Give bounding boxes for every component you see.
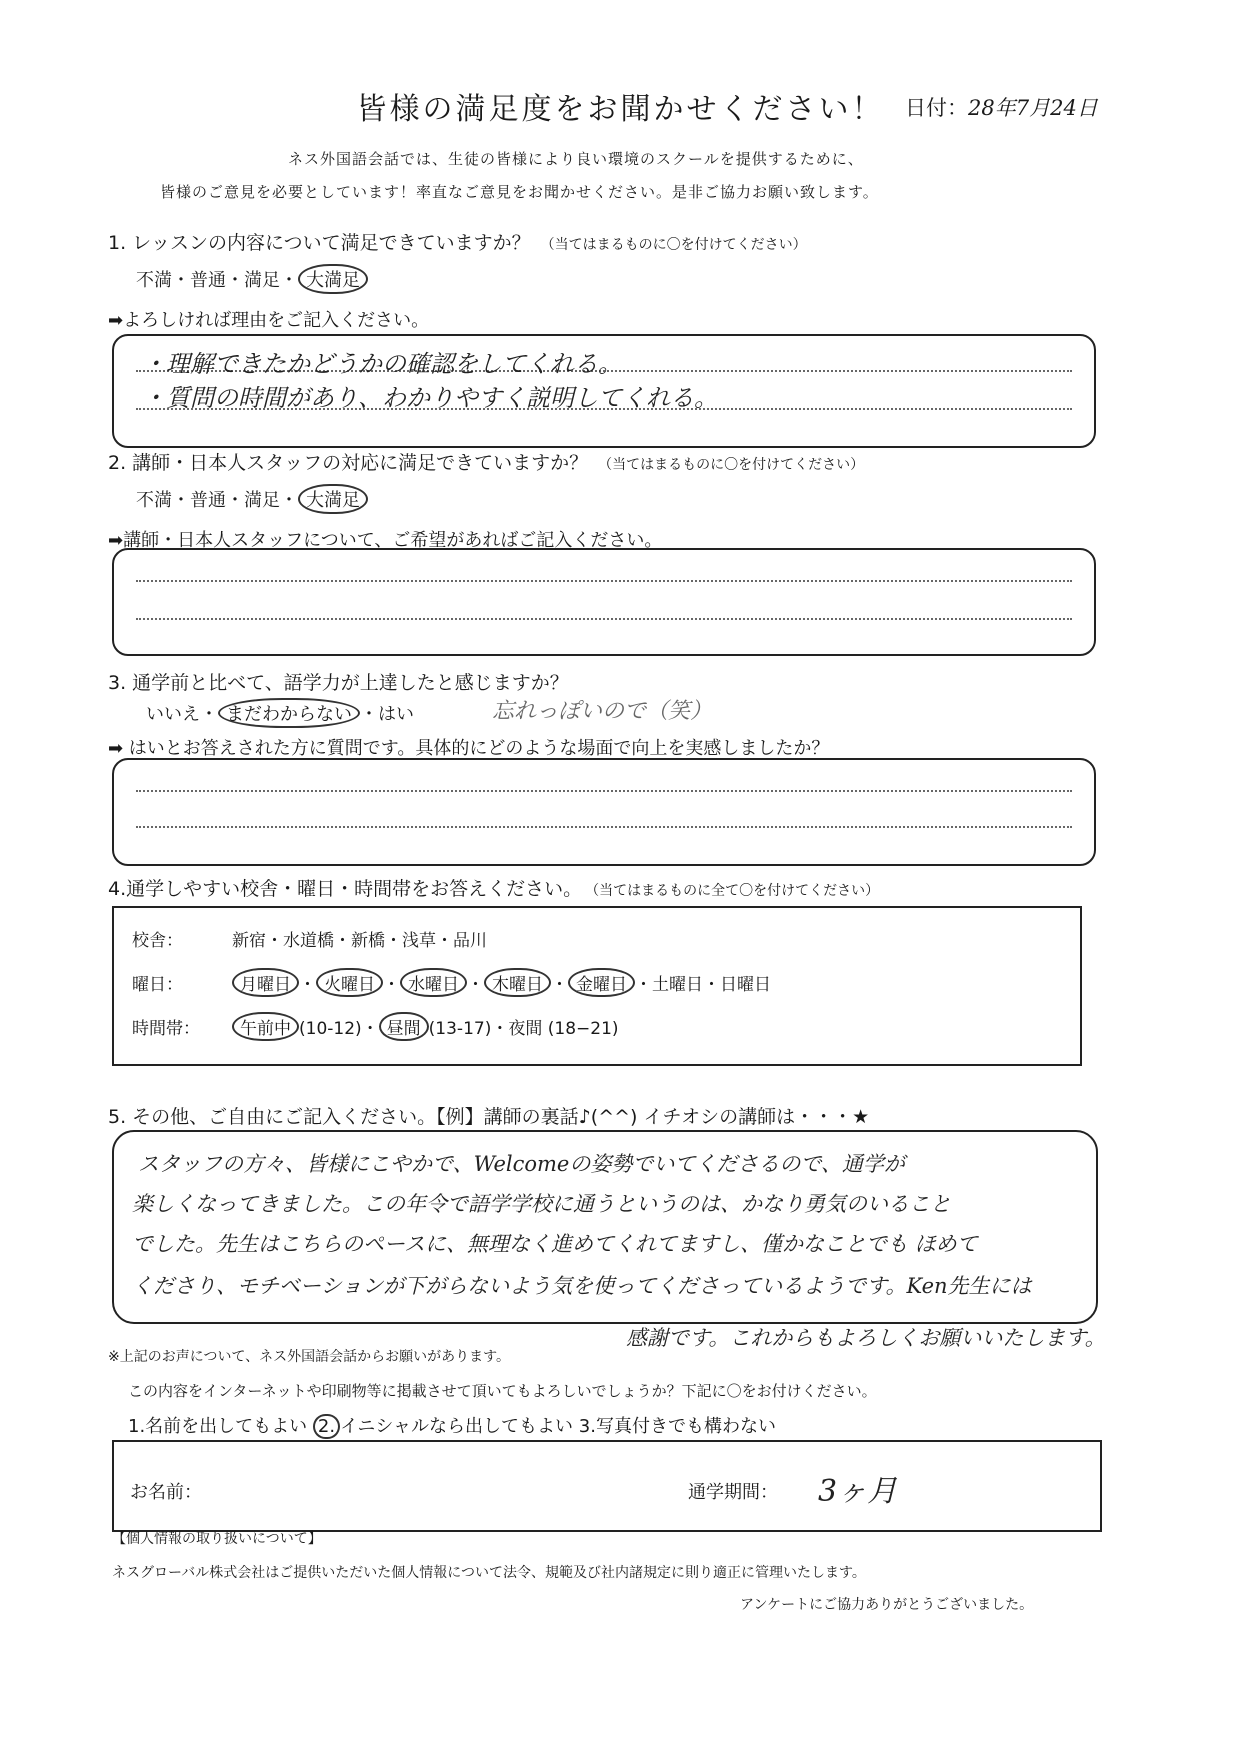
day-sunday[interactable]: 日曜日: [720, 975, 771, 995]
q2-question: [108, 448, 864, 475]
q1-option-futsu[interactable]: 普通: [190, 270, 226, 291]
date-value: 28年7月24日: [968, 96, 1098, 120]
q2-options: 不満・普通・満足・ 大満足: [136, 484, 368, 514]
time-daytime-range: (13-17): [428, 1019, 492, 1039]
dotted-line: [136, 790, 1072, 792]
time-night[interactable]: 夜間: [508, 1019, 543, 1039]
thanks-message: アンケートにご協力ありがとうございました。: [740, 1597, 1034, 1613]
q1-option-fuman[interactable]: 不満: [136, 270, 172, 291]
q3-option-madawakaranai[interactable]: まだわからない: [218, 698, 360, 728]
day-friday[interactable]: 金曜日: [568, 968, 635, 997]
q1-option-manzoku[interactable]: 満足: [244, 270, 280, 291]
q4-note: （当てはまるものに全て〇を付けてください）: [592, 883, 880, 899]
q2-answer-box[interactable]: [112, 548, 1096, 656]
q4-box: [112, 906, 1082, 1066]
q3-answer-box[interactable]: [112, 758, 1096, 866]
period-value: 3ヶ月: [818, 1474, 898, 1509]
day-thursday[interactable]: 木曜日: [484, 968, 551, 997]
consent-option-1[interactable]: 1.名前を出してもよい: [128, 1416, 308, 1437]
q2-option-manzoku[interactable]: 満足: [244, 490, 280, 511]
time-morning[interactable]: 午前中: [232, 1012, 299, 1041]
time-morning-range: (10-12): [299, 1019, 362, 1039]
dotted-line: [136, 580, 1072, 582]
q3-handwritten-note: 忘れっぽいので（笑）: [492, 699, 713, 724]
campus-row: [132, 926, 487, 951]
q1-question: [108, 228, 807, 255]
name-box: [112, 1440, 1102, 1532]
consent-option-2-number[interactable]: 2.: [313, 1414, 340, 1439]
q2-option-futsu[interactable]: 普通: [190, 490, 226, 511]
q1-answer-1: ・理解できたかどうかの確認をしてくれる。: [142, 350, 622, 378]
q3-prompt: ➡ はいとお答えされた方に質問です。具体的にどのような場面で向上を実感しましたか？: [108, 738, 830, 759]
q5-question: 5. その他、ご自由にご記入ください。【例】講師の裏話♪(^^) イチオシの講師は・・・★: [108, 1106, 870, 1128]
time-label: 時間帯：: [132, 1019, 200, 1039]
period-label: 通学期間：: [688, 1482, 778, 1503]
q5-line-2: 楽しくなってきました。この年令で語学学校に通うというのは、かなり勇気のいること: [132, 1192, 951, 1216]
day-row: 曜日： 月曜日 ・ 火曜日 ・ 水曜日 ・ 木曜日 ・ 金曜日 ・土曜日・日曜日: [132, 968, 771, 997]
time-daytime[interactable]: 昼間: [379, 1012, 429, 1041]
q2-option-fuman[interactable]: 不満: [136, 490, 172, 511]
date-label: 日付：: [905, 96, 968, 120]
q5-line-5: 感謝です。これからもよろしくお願いいたします。: [626, 1326, 1106, 1350]
consent-note: ※上記のお声について、ネス外国語会話からお願いがあります。: [108, 1349, 511, 1365]
q3-option-hai[interactable]: はい: [378, 704, 414, 725]
time-row: 時間帯： 午前中 (10-12)・ 昼間 (13-17)・夜間 (18−21): [132, 1012, 619, 1041]
date-field: [905, 92, 1098, 122]
campus-options[interactable]: 新宿・水道橋・新橋・浅草・品川: [232, 931, 487, 951]
day-label: 曜日：: [132, 975, 183, 995]
privacy-text: ネスグローバル株式会社はご提供いただいた個人情報について法令、規範及び社内諸規定に則り適正に管理いたします。: [112, 1565, 866, 1581]
intro-line-2: 皆様のご意見を必要としています！率直なご意見をお聞かせください。是非ご協力お願い致します。: [160, 183, 879, 201]
q5-line-3: でした。先生はこちらのペースに、無理なく進めてくれてますし、僅かなことでも ほめて: [132, 1232, 978, 1256]
q2-prompt: ➡講師・日本人スタッフについて、ご希望があればご記入ください。: [108, 530, 663, 551]
dotted-line: [136, 618, 1072, 620]
q3-options: いいえ・ まだわからない ・はい: [146, 698, 414, 728]
day-monday[interactable]: 月曜日: [232, 968, 299, 997]
time-night-range: (18−21): [547, 1019, 619, 1039]
q1-question-text: 1. レッスンの内容について満足できていますか？: [108, 232, 531, 254]
q1-options: 不満・普通・満足・ 大満足: [136, 264, 368, 294]
q5-line-4: くださり、モチベーションが下がらないよう気を使ってくださっているようです。Ken先生には: [132, 1274, 1032, 1298]
q1-answer-box[interactable]: [112, 334, 1096, 448]
q3-question: 3. 通学前と比べて、語学力が上達したと感じますか？: [108, 672, 569, 694]
consent-option-2[interactable]: イニシャルなら出してもよい: [340, 1416, 574, 1437]
q2-option-daimanzoku[interactable]: 大満足: [298, 484, 368, 514]
campus-label: 校舎：: [132, 931, 183, 951]
dotted-line: [136, 826, 1072, 828]
intro-line-1: ネス外国語会話では、生徒の皆様により良い環境のスクールを提供するために、: [288, 150, 864, 168]
name-label: お名前：: [130, 1482, 202, 1503]
q2-question-text: 2. 講師・日本人スタッフの対応に満足できていますか？: [108, 452, 589, 474]
privacy-heading: 【個人情報の取り扱いについて】: [112, 1531, 322, 1547]
q1-note: （当てはまるものに〇を付けてください）: [540, 237, 807, 253]
day-saturday[interactable]: 土曜日: [652, 975, 703, 995]
q1-option-daimanzoku[interactable]: 大満足: [298, 264, 368, 294]
q1-answer-2: ・質問の時間があり、わかりやすく説明してくれる。: [142, 384, 718, 412]
day-wednesday[interactable]: 水曜日: [400, 968, 467, 997]
day-tuesday[interactable]: 火曜日: [316, 968, 383, 997]
page-title: 皆様の満足度をお聞かせください！: [356, 92, 885, 127]
q4-question: [108, 874, 879, 901]
q2-note: （当てはまるものに〇を付けてください）: [598, 457, 865, 473]
q4-question-text: 4.通学しやすい校舎・曜日・時間帯をお答えください。: [108, 878, 583, 900]
q1-reason-prompt: ➡よろしければ理由をご記入ください。: [108, 310, 430, 331]
consent-options: [128, 1412, 776, 1439]
consent-option-3[interactable]: 3.写真付きでも構わない: [578, 1416, 776, 1437]
consent-question: この内容をインターネットや印刷物等に掲載させて頂いてもよろしいでしょうか？下記に〇をお付けください。: [128, 1382, 877, 1400]
q3-option-iie[interactable]: いいえ: [146, 704, 200, 725]
q5-line-1: スタッフの方々、皆様にこやかで、Welcomeの姿勢でいてくださるので、通学が: [138, 1152, 905, 1176]
q5-answer-box[interactable]: [112, 1130, 1098, 1324]
